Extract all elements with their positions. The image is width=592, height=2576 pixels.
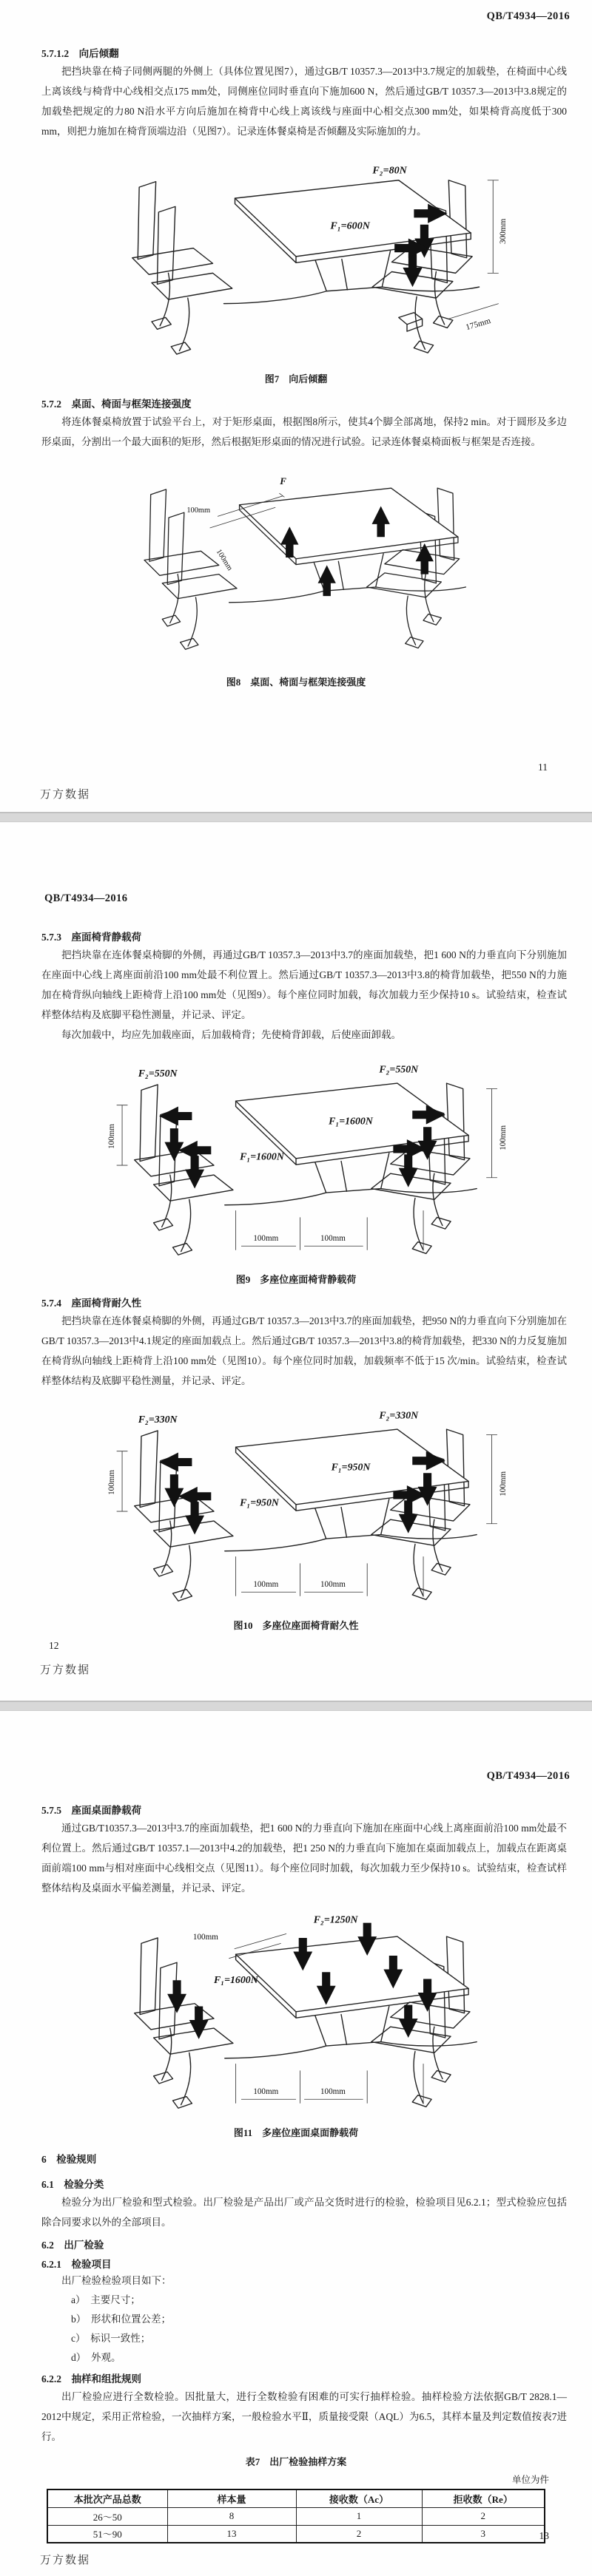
force-label-f1-left: F₁=1600N [240,1151,284,1163]
page-12 [0,822,592,1701]
dim-300mm: 300mm [499,218,508,244]
figure-7-caption: 图7 向后倾翻 [264,373,328,384]
section-62-title: 6.2 出厂检验 [41,2240,104,2251]
dim-100mm-b2: 100mm [320,1233,346,1243]
force-arrow-down [399,1500,418,1533]
page-gap [0,812,592,822]
section-575-title: 5.7.5 座面桌面静载荷 [41,1805,141,1816]
table-cell: 1 [296,2507,422,2525]
force-label-f2-left: F₂=550N [138,1068,178,1079]
table-cell: 3 [422,2525,545,2543]
force-label-f2: F₂=80N [372,164,407,177]
force-label-f2-right: F₂=550N [379,1064,419,1076]
section-5712-body: 把挡块靠在椅子同侧两腿的外侧上（具体位置见图7），通过GB/T 10357.3—2013中3.7规定的加载垫，在椅面中心线上离该线与椅背中心线相交点175 mm处，同侧座位同时垂直向下施加600 N，然后通过GB/T 10357.3—2013中3.8规定的加载垫把规定的力80 N沿水平方向后施加在椅背中心线上离该线与座面中心相交点300 mm处，如果椅背高度低于300 mm，则把力施加在椅背顶端边沿（见图7）。记录连体餐桌椅是否倾翻及实际施加的力。 [41,66,567,137]
section-621-title: 6.2.1 检验项目 [41,2259,112,2270]
table-cell: 8 [167,2507,296,2525]
page-11 [0,0,592,812]
checklist-item: a） 主要尺寸； [71,2294,141,2305]
table-header-cell: 接收数（Ac） [296,2489,422,2507]
table-7 [47,2489,545,2543]
dim-100mm-right: 100mm [499,1125,508,1150]
page-number: 11 [538,762,548,773]
doc-header: QB/T4934—2016 [486,10,570,22]
force-label-f1-center: F₁=950N [331,1462,371,1474]
section-573-title: 5.7.3 座面椅背静载荷 [41,932,141,943]
section-572-title: 5.7.2 桌面、椅面与框架连接强度 [41,399,192,410]
force-arrow-down [167,1980,186,2013]
figure-10-diagram [59,1394,533,1613]
table-header-row [47,2489,545,2507]
force-arrow-down [399,1154,418,1187]
table-header-cell: 样本量 [167,2489,296,2507]
figure-11-diagram [59,1901,533,2120]
table-cell: 13 [167,2525,296,2543]
table-row [47,2525,545,2543]
figure-8-diagram [59,455,533,660]
dimension-lines [448,180,499,319]
dim-100mm-b1: 100mm [253,1233,279,1243]
checklist-item: d） 外观。 [71,2352,121,2363]
figure-8-caption: 图8 桌面、椅面与框架连接强度 [226,677,366,688]
dim-100mm-b2: 100mm [320,1579,346,1589]
table-header-cell: 本批次产品总数 [47,2489,167,2507]
section-622-body: 出厂检验应进行全数检验。因批量大，进行全数检验有困难的可实行抽样检验。抽样检验方法依据GB/T 2828.1—2012中规定，采用正常检验，一次抽样方案，一般检验水平Ⅱ，质量接受限（AQL）为6.5，其样本量及判定数值按表7进行。 [41,2391,567,2442]
force-label-f1: F₁=1600N [214,1975,258,1986]
table-cell: 2 [422,2507,545,2525]
doc-header: QB/T4934—2016 [44,892,128,904]
watermark: 万方数据 [40,2555,91,2566]
table-cell: 26～50 [47,2507,167,2525]
section-61-body: 检验分为出厂检验和型式检验。出厂检验是产品出厂或产品交货时进行的检验，检验项目见6.2.1；型式检验应包括除合同要求以外的全部项目。 [41,2197,567,2228]
section-572-body: 将连体餐桌椅放置于试验平台上，对于矩形桌面，根据图8所示，使其4个脚全部离地，保持2 min。对于圆形及多边形桌面，分割出一个最大面积的矩形，然后根据矩形桌面的情况进行试验。记录连体餐桌椅面板与框架是否连接。 [41,416,567,447]
figure-7-diagram [59,144,533,366]
force-arrow-down [399,2005,418,2038]
figure-10-caption: 图10 多座位座面椅背耐久性 [233,1620,359,1631]
force-arrow-left [159,1453,192,1472]
section-5712-title: 5.7.1.2 向后倾翻 [41,48,119,59]
checklist-item: b） 形状和位置公差； [71,2314,171,2325]
watermark: 万方数据 [40,1664,91,1676]
stop-block [399,313,423,331]
force-label-f1: F₁=600N [330,220,370,232]
doc-header: QB/T4934—2016 [486,1770,570,1782]
force-label-f1-center: F₁=1600N [329,1116,373,1128]
section-573-body2: 每次加载中，均应先加载座面，后加载椅背；先使椅背卸载，后使座面卸载。 [61,1029,401,1040]
force-arrow-up [318,565,336,596]
section-622-title: 6.2.2 抽样和组批规则 [41,2373,141,2385]
table-cell: 51～90 [47,2525,167,2543]
force-label-f1-left: F₁=950N [240,1497,279,1509]
force-arrow-left [159,1107,192,1126]
section-61-title: 6.1 检验分类 [41,2179,104,2190]
force-label-f2-right: F₂=330N [379,1410,419,1422]
section-6-title: 6 检验规则 [41,2154,97,2165]
checklist-item: c） 标识一致性； [71,2333,151,2344]
figure-7 [0,144,592,370]
force-label-f2-left: F₂=330N [138,1414,178,1426]
force-arrow-down [189,2006,209,2038]
force-label-f: F [280,475,286,487]
force-arrow-down [185,1502,204,1534]
dim-100mm-top: 100mm [192,1932,218,1942]
dim-100mm-a: 100mm [186,506,211,515]
section-573-body: 把挡块靠在连体餐桌椅脚的外侧，再通过GB/T 10357.3—2013中3.7的座面加载垫，把1 600 N的力垂直向下分别施加在座面中心线上离座面前沿100 mm处最不利位置上。然后通过GB/T 10357.3—2013中3.8的椅背加载垫，把550 N的力施加在椅背纵向轴线上距椅背上沿100 mm处（见图9）。每个座位同时加载，每次加载力至少保持10 s。试验结束，检查试样整体结构及底脚平稳性测量，并记录、评定。 [41,949,567,1020]
table-7-title: 表7 出厂检验抽样方案 [245,2456,347,2467]
page-gap [0,1701,592,1711]
figure-9-diagram [59,1048,533,1267]
figure-11 [0,1901,592,2123]
figure-9 [0,1048,592,1270]
dim-100mm-left: 100mm [107,1123,116,1149]
dim-100mm-right: 100mm [499,1471,508,1497]
dim-175mm: 175mm [465,316,492,333]
table-header-cell: 拒收数（Re） [422,2489,545,2507]
section-574-body: 把挡块靠在连体餐桌椅脚的外侧，再通过GB/T 10357.3—2013中3.7的座面加载垫，把950 N的力垂直向下分别施加在GB/T 10357.3—2013中4.1规定的座面加载点上。然后通过GB/T 10357.3—2013中3.8的椅背加载垫，把330 N的力反复施加在椅背纵向轴线上距椅背上沿100 mm处（见图10）。每个座位同时加载，加载频率不低于15 次/min。试验结束，检查试样整体结构及底脚平稳性测量，并记录、评定。 [41,1315,567,1386]
force-label-f2: F₂=1250N [313,1914,358,1926]
figure-10 [0,1394,592,1616]
force-arrow-down [164,1474,184,1507]
section-575-body: 通过GB/T10357.3—2013中3.7的座面加载垫，把1 600 N的力垂直向下施加在座面中心线上离座面前沿100 mm处最不利位置上。然后通过GB/T 10357.1—2013中4.2的加载垫，把1 250 N的力垂直向下施加在桌面加载点上，加载点在距离桌面前端100 mm与相对座面中心线相交点（见图11）。每个座位同时加载，每次加载力至少保持10 s。试验结束，检查试样整体结构及桌面水平偏差测量，并记录、评定。 [41,1823,567,1894]
watermark: 万方数据 [40,789,91,801]
force-arrow-down [185,1156,204,1188]
force-arrow-down [164,1128,184,1161]
page-number: 12 [49,1640,59,1651]
section-574-title: 5.7.4 座面椅背耐久性 [41,1298,141,1309]
page-13 [0,1711,592,2576]
figure-9-caption: 图9 多座位座面椅背静载荷 [235,1274,357,1285]
dim-100mm-left: 100mm [107,1469,116,1495]
page-number: 13 [539,2530,549,2541]
table-row [47,2507,545,2525]
table-chair-unit [132,180,480,354]
figure-8 [0,455,592,664]
dim-100mm-b: 100mm [214,548,234,572]
dim-100mm-b1: 100mm [253,1579,279,1589]
table-cell: 2 [296,2525,422,2543]
table-7-unit: 单位为件 [511,2475,549,2485]
checklist [0,2291,592,2367]
section-621-lead: 出厂检验检验项目如下： [61,2275,172,2286]
table-chair-unit [135,1083,477,1255]
figure-11-caption: 图11 多座位座面桌面静载荷 [233,2127,359,2138]
dim-100mm-b1: 100mm [253,2087,279,2096]
dim-100mm-b2: 100mm [320,2087,346,2096]
force-arrow-down [403,254,422,287]
table-chair-unit [135,1429,477,1601]
